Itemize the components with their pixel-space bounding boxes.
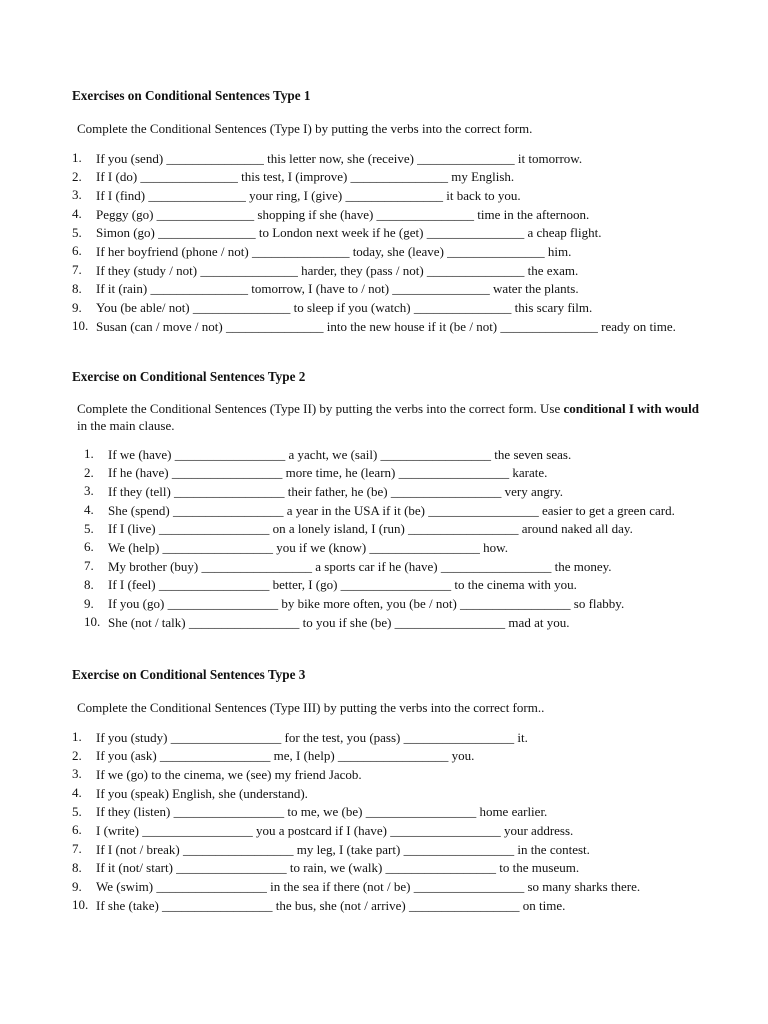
item-number: 7. xyxy=(72,262,82,278)
item-text: If you (send) _______________ this letter now, she (receive) _______________ it tomorrow. xyxy=(96,150,583,166)
section-3-instructions: Complete the Conditional Sentences (Type III) by putting the verbs into the correct form.. xyxy=(77,700,545,715)
list-item xyxy=(72,149,712,168)
section-3-list xyxy=(72,728,712,915)
item-number: 5. xyxy=(72,803,82,819)
item-text: She (not / talk) _________________ to you if she (be) _________________ mad at you. xyxy=(108,614,570,630)
item-number: 8. xyxy=(84,576,94,592)
list-item xyxy=(72,501,712,520)
list-item xyxy=(72,821,712,840)
item-text: I (write) _________________ you a postcard if I (have) _________________ your address. xyxy=(96,823,574,839)
item-number: 1. xyxy=(72,150,82,165)
item-number: 7. xyxy=(72,841,82,857)
item-text: Susan (can / move / not) _______________ into the new house if it (be / not) _______________ ready on time. xyxy=(96,318,676,334)
item-text: She (spend) _________________ a year in the USA if it (be) _________________ easier to get a green card. xyxy=(108,502,675,518)
item-text: If it (not/ start) _________________ to rain, we (walk) _________________ to the museum. xyxy=(96,860,580,876)
list-item xyxy=(72,242,712,261)
item-number: 8. xyxy=(72,859,82,875)
item-text: If you (go) _________________ by bike more often, you (be / not) _________________ so flabby. xyxy=(108,596,625,612)
item-number: 10. xyxy=(72,318,89,334)
list-item xyxy=(72,445,712,464)
list-item xyxy=(72,747,712,766)
item-number: 3. xyxy=(84,483,94,499)
item-number: 1. xyxy=(72,729,82,744)
list-item xyxy=(72,728,712,747)
list-item xyxy=(72,299,712,318)
item-text: You (be able/ not) _______________ to sleep if you (watch) _______________ this scary film. xyxy=(96,300,593,316)
item-text: My brother (buy) _________________ a sports car if he (have) _________________ the money. xyxy=(108,558,612,574)
item-text: If you (speak) English, she (understand). xyxy=(96,785,308,801)
item-number: 3. xyxy=(72,187,82,203)
list-item xyxy=(72,765,712,784)
item-number: 4. xyxy=(72,785,82,801)
list-item xyxy=(72,595,712,614)
list-item xyxy=(72,538,712,557)
item-number: 6. xyxy=(72,243,82,259)
section-2-list xyxy=(72,445,712,632)
item-number: 5. xyxy=(72,224,82,240)
list-item xyxy=(72,576,712,595)
list-item xyxy=(72,205,712,224)
list-item xyxy=(72,840,712,859)
section-2-instructions-bold: conditional I with would xyxy=(563,401,699,416)
item-text: If we (have) _________________ a yacht, we (sail) _________________ the seven seas. xyxy=(108,446,572,462)
section-type-1 xyxy=(72,87,712,336)
item-number: 10. xyxy=(72,897,89,913)
item-text: If I (find) _______________ your ring, I (give) _______________ it back to you. xyxy=(96,187,521,203)
section-type-2 xyxy=(72,368,712,632)
item-number: 6. xyxy=(72,822,82,838)
list-item xyxy=(72,261,712,280)
list-item xyxy=(72,878,712,897)
item-text: If I (feel) _________________ better, I (go) _________________ to the cinema with you. xyxy=(108,577,577,593)
item-number: 9. xyxy=(84,595,94,611)
item-text: If he (have) _________________ more time, he (learn) _________________ karate. xyxy=(108,465,548,481)
item-number: 9. xyxy=(72,299,82,315)
list-item xyxy=(72,784,712,803)
item-number: 2. xyxy=(72,747,82,763)
list-item xyxy=(72,464,712,483)
list-item xyxy=(72,482,712,501)
section-3-title: Exercise on Conditional Sentences Type 3 xyxy=(72,667,306,682)
item-text: If they (listen) _________________ to me, we (be) _________________ home earlier. xyxy=(96,804,548,820)
item-text: If we (go) to the cinema, we (see) my friend Jacob. xyxy=(96,766,362,782)
item-text: If I (live) _________________ on a lonely island, I (run) _________________ around naked all day. xyxy=(108,521,633,537)
item-text: If you (study) _________________ for the test, you (pass) _________________ it. xyxy=(96,729,528,745)
list-item xyxy=(72,896,712,915)
item-number: 8. xyxy=(72,280,82,296)
item-number: 9. xyxy=(72,878,82,894)
list-item xyxy=(72,280,712,299)
list-item xyxy=(72,613,712,632)
list-item xyxy=(72,803,712,822)
item-number: 5. xyxy=(84,520,94,536)
list-item xyxy=(72,224,712,243)
item-number: 10. xyxy=(84,614,101,630)
section-2-instructions xyxy=(72,400,712,434)
item-text: We (swim) _________________ in the sea if there (not / be) _________________ so many sharks there. xyxy=(96,879,641,895)
section-type-3 xyxy=(72,666,712,915)
list-item xyxy=(72,557,712,576)
list-item xyxy=(72,186,712,205)
item-text: If I (do) _______________ this test, I (improve) _______________ my English. xyxy=(96,169,515,185)
item-text: If it (rain) _______________ tomorrow, I (have to / not) _______________ water the plants. xyxy=(96,281,579,297)
item-text: Simon (go) _______________ to London next week if he (get) _______________ a cheap flight. xyxy=(96,225,602,241)
section-1-instructions: Complete the Conditional Sentences (Type I) by putting the verbs into the correct form. xyxy=(77,121,533,136)
item-number: 2. xyxy=(84,464,94,480)
section-1-list xyxy=(72,149,712,336)
list-item xyxy=(72,317,712,336)
item-number: 4. xyxy=(72,206,82,222)
section-2-instructions-prefix: Complete the Conditional Sentences (Type II) by putting the verbs into the correct form. Use xyxy=(77,401,564,416)
item-text: If she (take) _________________ the bus, she (not / arrive) _________________ on time. xyxy=(96,897,566,913)
item-text: If they (tell) _________________ their father, he (be) _________________ very angry. xyxy=(108,483,563,499)
item-number: 3. xyxy=(72,766,82,782)
item-number: 1. xyxy=(84,446,94,461)
item-text: If you (ask) _________________ me, I (help) _________________ you. xyxy=(96,748,475,764)
list-item xyxy=(72,168,712,187)
item-text: We (help) _________________ you if we (know) _________________ how. xyxy=(108,540,508,556)
section-1-title: Exercises on Conditional Sentences Type 1 xyxy=(72,88,311,103)
item-number: 4. xyxy=(84,502,94,518)
item-text: If they (study / not) _______________ harder, they (pass / not) _______________ the exam. xyxy=(96,262,579,278)
section-2-instructions-suffix: in the main clause. xyxy=(77,418,175,433)
item-text: Peggy (go) _______________ shopping if she (have) _______________ time in the afternoon. xyxy=(96,206,590,222)
list-item xyxy=(72,520,712,539)
item-number: 7. xyxy=(84,558,94,574)
item-text: If I (not / break) _________________ my leg, I (take part) _________________ in the contest. xyxy=(96,841,590,857)
section-2-title: Exercise on Conditional Sentences Type 2 xyxy=(72,369,306,384)
item-text: If her boyfriend (phone / not) _______________ today, she (leave) _______________ him. xyxy=(96,244,572,260)
item-number: 2. xyxy=(72,168,82,184)
list-item xyxy=(72,859,712,878)
item-number: 6. xyxy=(84,539,94,555)
